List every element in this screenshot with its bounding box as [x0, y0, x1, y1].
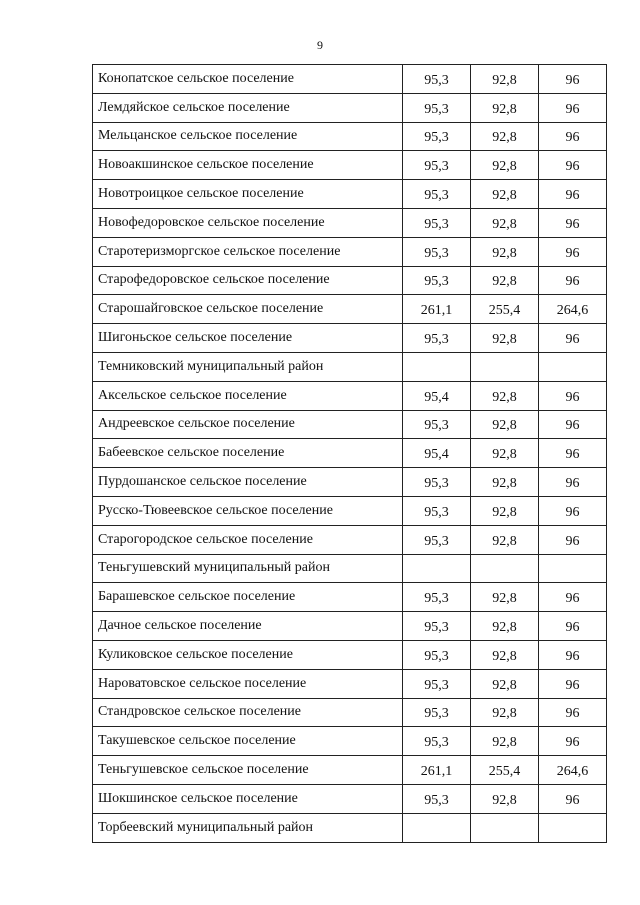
value-cell-3	[539, 180, 607, 209]
value-text: 255,4	[488, 303, 521, 319]
value-cell-2	[471, 410, 539, 439]
settlement-name-cell: Лемдяйское сельское поселение	[93, 93, 403, 122]
table-row	[93, 65, 607, 94]
value-cell-1	[403, 468, 471, 497]
table-row	[93, 756, 607, 785]
value-cell-1	[403, 266, 471, 295]
value-text: 95,4	[424, 389, 449, 405]
table-row	[93, 295, 607, 324]
table-row	[93, 640, 607, 669]
value-text: 92,8	[492, 245, 517, 261]
value-cell-3	[539, 554, 607, 583]
value-cell-2	[471, 295, 539, 324]
table-row	[93, 208, 607, 237]
value-text: 95,3	[424, 648, 449, 664]
value-text: 96	[565, 130, 580, 146]
value-cell-3	[539, 813, 607, 842]
value-text: 96	[565, 332, 580, 348]
data-table	[92, 64, 607, 843]
value-text: 92,8	[492, 159, 517, 175]
settlement-name-cell: Бабеевское сельское поселение	[93, 439, 403, 468]
value-cell-1	[403, 324, 471, 353]
settlement-name-cell: Нароватовское сельское поселение	[93, 669, 403, 698]
value-cell-1	[403, 410, 471, 439]
value-cell-1	[403, 352, 471, 381]
value-cell-1	[403, 554, 471, 583]
table-row	[93, 324, 607, 353]
table-body	[93, 65, 607, 843]
value-text: 92,8	[492, 101, 517, 117]
settlement-name-cell: Аксельское сельское поселение	[93, 381, 403, 410]
value-text: 96	[565, 447, 580, 463]
value-text: 96	[565, 533, 580, 549]
value-cell-1	[403, 813, 471, 842]
value-cell-2	[471, 208, 539, 237]
value-cell-2	[471, 583, 539, 612]
value-cell-2	[471, 727, 539, 756]
settlement-name-cell: Мельцанское сельское поселение	[93, 122, 403, 151]
settlement-name-cell: Темниковский муниципальный район	[93, 352, 403, 381]
page-number: 9	[317, 38, 323, 52]
value-text: 92,8	[492, 188, 517, 204]
value-cell-3	[539, 237, 607, 266]
value-cell-2	[471, 237, 539, 266]
table-row	[93, 93, 607, 122]
value-cell-1	[403, 784, 471, 813]
value-cell-2	[471, 324, 539, 353]
value-text: 92,8	[492, 706, 517, 722]
value-cell-2	[471, 698, 539, 727]
settlement-name-cell: Русско-Тювеевское сельское поселение	[93, 496, 403, 525]
value-text: 92,8	[492, 620, 517, 636]
settlement-name-cell: Конопатское сельское поселение	[93, 65, 403, 94]
table-row	[93, 554, 607, 583]
value-cell-1	[403, 669, 471, 698]
value-cell-3	[539, 266, 607, 295]
value-text: 92,8	[492, 130, 517, 146]
settlement-name-cell: Новоакшинское сельское поселение	[93, 151, 403, 180]
value-text: 96	[565, 677, 580, 693]
value-text: 261,1	[420, 764, 453, 780]
settlement-name-cell: Старофедоровское сельское поселение	[93, 266, 403, 295]
value-text: 95,3	[424, 677, 449, 693]
value-text: 95,3	[424, 706, 449, 722]
settlement-name-cell: Куликовское сельское поселение	[93, 640, 403, 669]
value-text: 95,3	[424, 159, 449, 175]
value-text: 92,8	[492, 332, 517, 348]
value-cell-2	[471, 496, 539, 525]
value-cell-2	[471, 352, 539, 381]
value-cell-3	[539, 381, 607, 410]
value-cell-2	[471, 439, 539, 468]
settlement-name-cell: Новотроицкое сельское поселение	[93, 180, 403, 209]
value-cell-1	[403, 496, 471, 525]
value-cell-3	[539, 295, 607, 324]
value-text: 96	[565, 504, 580, 520]
value-text: 92,8	[492, 792, 517, 808]
settlement-name-cell: Новофедоровское сельское поселение	[93, 208, 403, 237]
value-text: 96	[565, 735, 580, 751]
value-text: 95,3	[424, 274, 449, 290]
value-text: 92,8	[492, 274, 517, 290]
settlement-name-cell: Дачное сельское поселение	[93, 612, 403, 641]
table-row	[93, 381, 607, 410]
value-cell-2	[471, 525, 539, 554]
value-cell-1	[403, 727, 471, 756]
value-cell-3	[539, 324, 607, 353]
table-row	[93, 496, 607, 525]
value-cell-1	[403, 612, 471, 641]
value-cell-3	[539, 496, 607, 525]
table-row	[93, 784, 607, 813]
settlement-name-cell: Пурдошанское сельское поселение	[93, 468, 403, 497]
settlement-name-cell: Теньгушевский муниципальный район	[93, 554, 403, 583]
table-row	[93, 727, 607, 756]
value-cell-2	[471, 65, 539, 94]
value-text: 96	[565, 274, 580, 290]
table-row	[93, 352, 607, 381]
value-text: 261,1	[420, 303, 453, 319]
value-cell-1	[403, 122, 471, 151]
value-text: 95,3	[424, 476, 449, 492]
value-cell-3	[539, 410, 607, 439]
value-cell-2	[471, 756, 539, 785]
value-cell-3	[539, 151, 607, 180]
value-text: 96	[565, 706, 580, 722]
value-text: 96	[565, 792, 580, 808]
value-text: 92,8	[492, 389, 517, 405]
value-cell-3	[539, 122, 607, 151]
value-text: 92,8	[492, 735, 517, 751]
settlement-name-cell: Стандровское сельское поселение	[93, 698, 403, 727]
settlement-name-cell: Старотеризморгское сельское поселение	[93, 237, 403, 266]
table-row	[93, 266, 607, 295]
value-text: 96	[565, 389, 580, 405]
value-text: 95,3	[424, 504, 449, 520]
value-cell-3	[539, 352, 607, 381]
value-text: 95,3	[424, 188, 449, 204]
value-text: 95,3	[424, 72, 449, 88]
value-text: 92,8	[492, 533, 517, 549]
value-text: 92,8	[492, 648, 517, 664]
value-text: 96	[565, 418, 580, 434]
table-row	[93, 468, 607, 497]
value-cell-2	[471, 381, 539, 410]
value-text: 92,8	[492, 591, 517, 607]
value-text: 95,3	[424, 792, 449, 808]
value-text: 92,8	[492, 476, 517, 492]
value-cell-1	[403, 93, 471, 122]
value-text: 96	[565, 72, 580, 88]
settlement-name-cell: Шокшинское сельское поселение	[93, 784, 403, 813]
table-row	[93, 525, 607, 554]
value-text: 95,3	[424, 130, 449, 146]
value-cell-3	[539, 65, 607, 94]
value-cell-2	[471, 784, 539, 813]
value-cell-2	[471, 468, 539, 497]
value-cell-3	[539, 612, 607, 641]
table-row	[93, 410, 607, 439]
value-text: 264,6	[556, 764, 589, 780]
value-cell-2	[471, 554, 539, 583]
value-cell-3	[539, 93, 607, 122]
value-text: 96	[565, 245, 580, 261]
value-text: 96	[565, 648, 580, 664]
table-row	[93, 612, 607, 641]
table-row	[93, 122, 607, 151]
value-cell-2	[471, 669, 539, 698]
value-text: 95,3	[424, 332, 449, 348]
value-text: 96	[565, 591, 580, 607]
value-text: 264,6	[556, 303, 589, 319]
settlement-name-cell: Торбеевский муниципальный район	[93, 813, 403, 842]
settlement-name-cell: Такушевское сельское поселение	[93, 727, 403, 756]
table-row	[93, 439, 607, 468]
value-cell-3	[539, 208, 607, 237]
value-cell-1	[403, 583, 471, 612]
settlement-name-cell: Старошайговское сельское поселение	[93, 295, 403, 324]
value-cell-3	[539, 784, 607, 813]
value-cell-3	[539, 468, 607, 497]
value-text: 92,8	[492, 216, 517, 232]
value-cell-1	[403, 151, 471, 180]
value-text: 92,8	[492, 677, 517, 693]
value-cell-1	[403, 65, 471, 94]
value-text: 95,3	[424, 735, 449, 751]
table-row	[93, 180, 607, 209]
value-cell-2	[471, 612, 539, 641]
table-row	[93, 237, 607, 266]
value-cell-3	[539, 727, 607, 756]
value-cell-2	[471, 640, 539, 669]
settlement-name-cell: Барашевское сельское поселение	[93, 583, 403, 612]
value-cell-1	[403, 180, 471, 209]
value-cell-1	[403, 208, 471, 237]
value-cell-3	[539, 640, 607, 669]
value-text: 95,3	[424, 216, 449, 232]
value-cell-1	[403, 295, 471, 324]
value-cell-2	[471, 151, 539, 180]
value-text: 92,8	[492, 504, 517, 520]
value-text: 92,8	[492, 447, 517, 463]
settlement-name-cell: Андреевское сельское поселение	[93, 410, 403, 439]
value-cell-2	[471, 180, 539, 209]
value-cell-1	[403, 237, 471, 266]
value-text: 95,3	[424, 101, 449, 117]
value-text: 92,8	[492, 72, 517, 88]
value-text: 96	[565, 620, 580, 636]
value-text: 95,4	[424, 447, 449, 463]
value-cell-3	[539, 756, 607, 785]
value-cell-2	[471, 93, 539, 122]
value-text: 95,3	[424, 418, 449, 434]
value-text: 95,3	[424, 620, 449, 636]
table-row	[93, 813, 607, 842]
value-text: 255,4	[488, 764, 521, 780]
value-cell-1	[403, 698, 471, 727]
value-text: 96	[565, 101, 580, 117]
value-text: 95,3	[424, 591, 449, 607]
value-cell-1	[403, 640, 471, 669]
value-cell-1	[403, 381, 471, 410]
value-text: 96	[565, 216, 580, 232]
value-cell-2	[471, 266, 539, 295]
settlement-name-cell: Шигоньское сельское поселение	[93, 324, 403, 353]
table-row	[93, 151, 607, 180]
table-row	[93, 669, 607, 698]
value-text: 96	[565, 476, 580, 492]
value-cell-2	[471, 813, 539, 842]
settlement-name-cell: Теньгушевское сельское поселение	[93, 756, 403, 785]
table-row	[93, 583, 607, 612]
value-cell-3	[539, 439, 607, 468]
value-text: 95,3	[424, 533, 449, 549]
value-cell-1	[403, 756, 471, 785]
value-cell-3	[539, 583, 607, 612]
table-row	[93, 698, 607, 727]
value-cell-2	[471, 122, 539, 151]
value-cell-3	[539, 525, 607, 554]
value-text: 96	[565, 188, 580, 204]
value-cell-3	[539, 669, 607, 698]
value-text: 92,8	[492, 418, 517, 434]
value-cell-1	[403, 439, 471, 468]
value-text: 95,3	[424, 245, 449, 261]
settlement-name-cell: Старогородское сельское поселение	[93, 525, 403, 554]
value-text: 96	[565, 159, 580, 175]
value-cell-3	[539, 698, 607, 727]
value-cell-1	[403, 525, 471, 554]
